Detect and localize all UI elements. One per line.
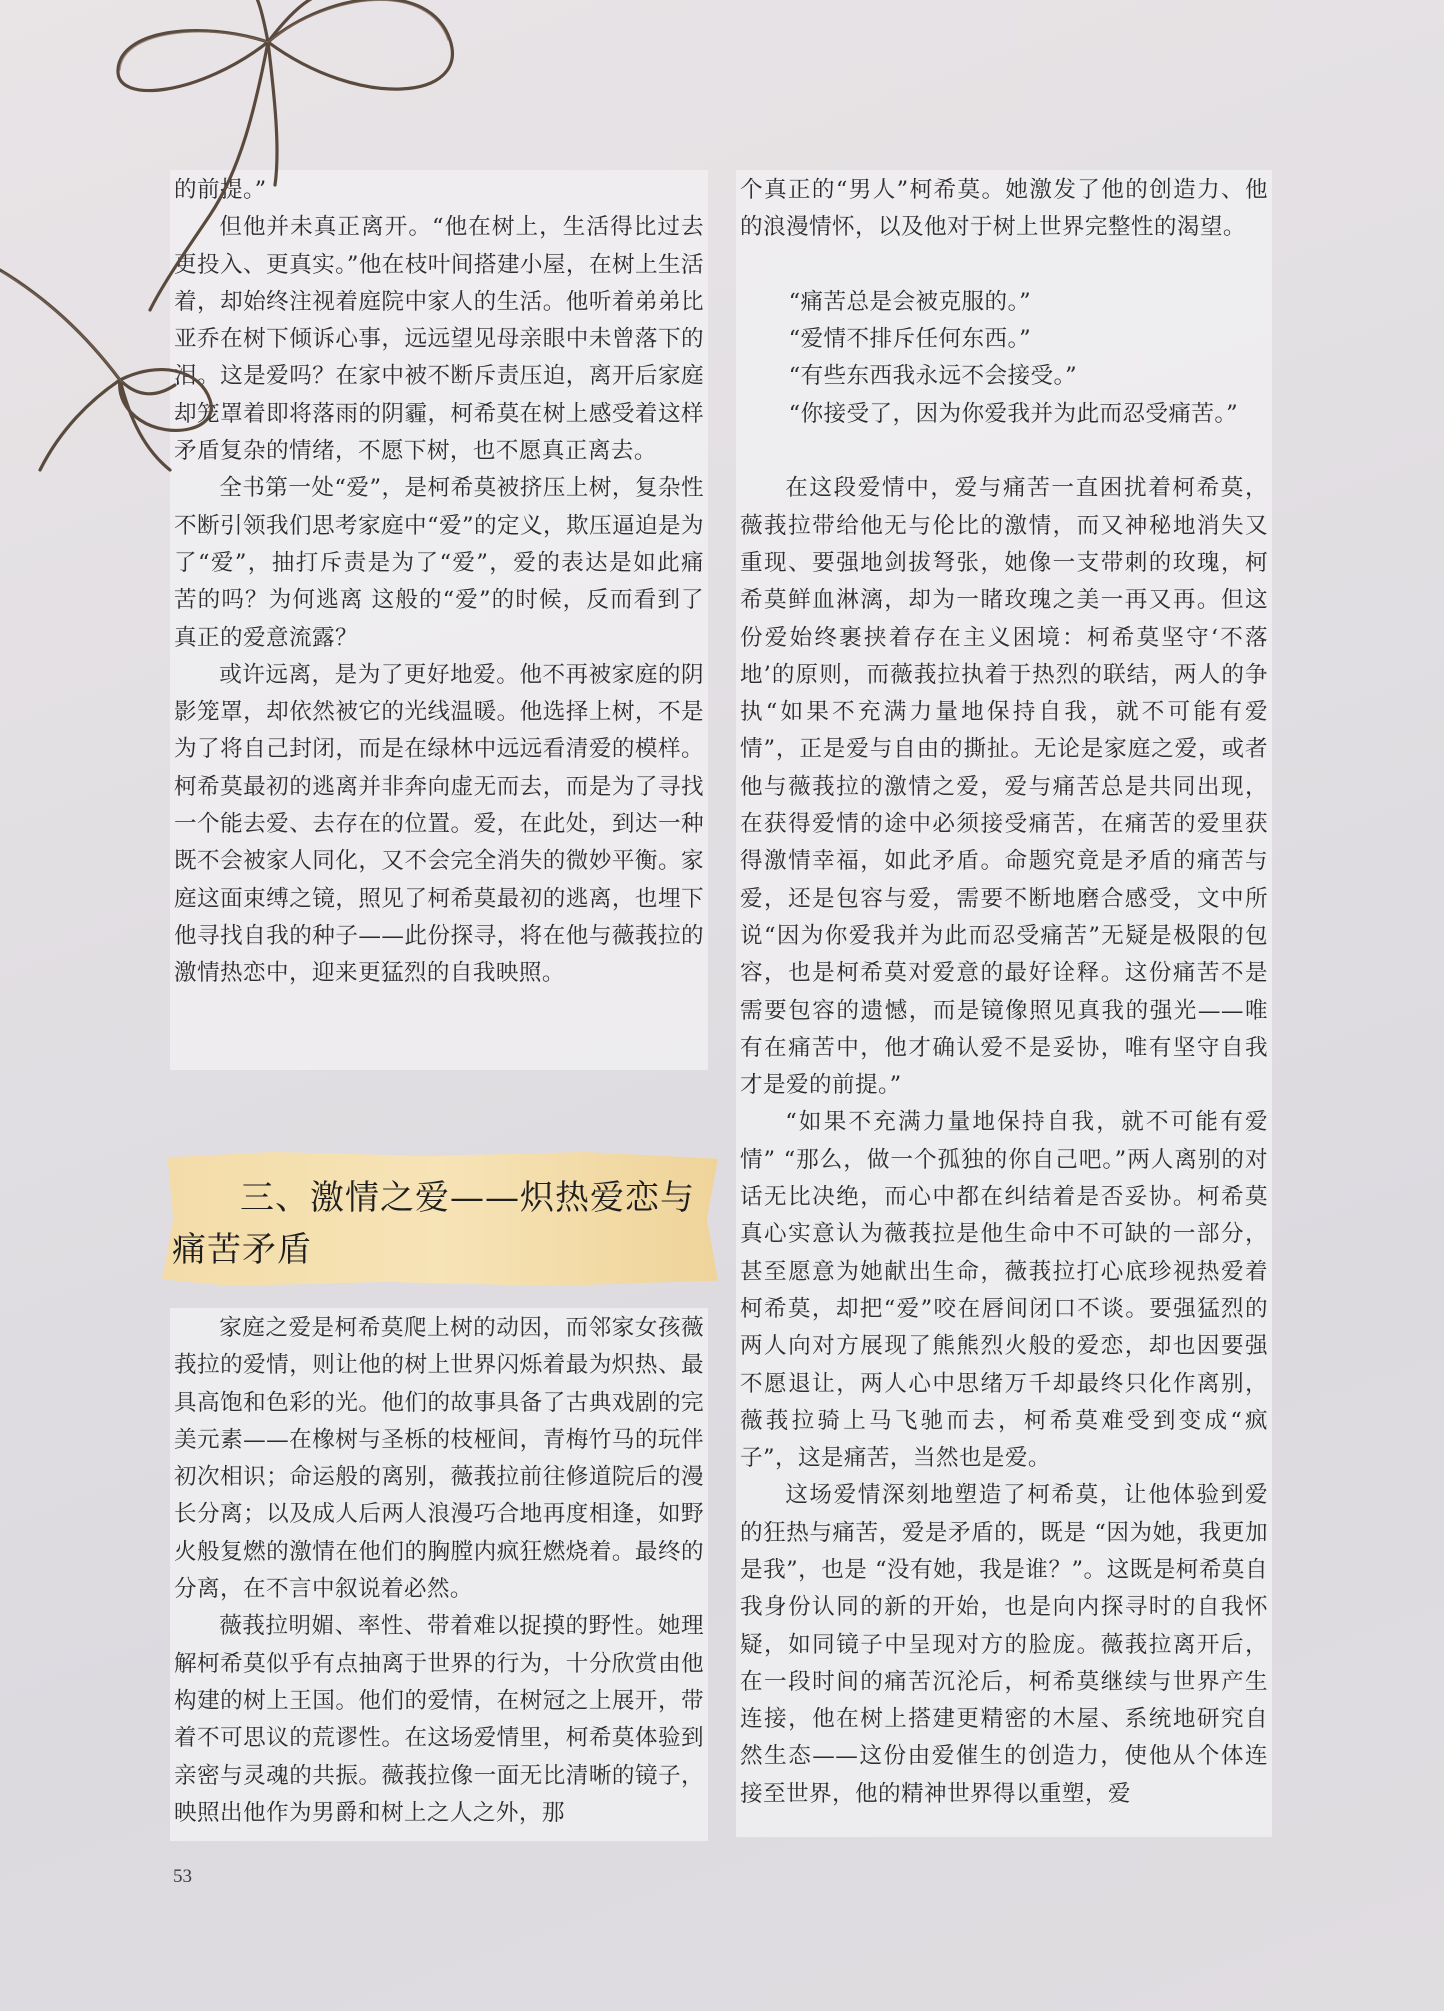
page-number: 53 <box>173 1866 192 1887</box>
dialogue-quote: “爱情不排斥任何东西。” <box>788 326 1032 353</box>
paragraph: 家庭之爱是柯希莫爬上树的动因，而邻家女孩薇莪拉的爱情，则让他的树上世界闪烁着最为炽热、最具高饱和色彩的光。他们的故事具备了古典戏剧的完美元素——在橡树与圣栎的枝桠间，青梅竹马的玩伴初次相识；命运般的离别，薇莪拉前往修道院后的漫长分离；以及成人后两人浪漫巧合地再度相逢，如野火般复燃的激情在他们的胸膛内疯狂燃烧着。最终的分离，在不言中叙说着必然。 <box>174 1315 704 1603</box>
right-column <box>736 170 1272 1837</box>
paragraph: “如果不充满力量地保持自我，就不可能有爱情” “那么，做一个孤独的你自己吧。”两人离别的对话无比决绝，而心中都在纠结着是否妥协。柯希莫真心实意认为薇莪拉是他生命中不可缺的一部分，甚至愿意为她献出生命，薇莪拉打心底珍视热爱着柯希莫，却把“爱”咬在唇间闭口不谈。要强猛烈的两人向对方展现了熊熊烈火般的爱恋，却也因要强不愿退让，两人心中思绪万千却最终只化作离别，薇莪拉骑上马飞驰而去，柯希莫难受到变成“疯子”，这是痛苦，当然也是爱。 <box>740 1109 1268 1472</box>
paragraph: 但他并未真正离开。“他在树上，生活得比过去更投入、更真实。”他在枝叶间搭建小屋，在树上生活着，却始终注视着庭院中家人的生活。他听着弟弟比亚乔在树下倾诉心事，远远望见母亲眼中未曾落下的泪。这是爱吗？在家中被不断斥责压迫，离开后家庭却笼罩着即将落雨的阴霾，柯希莫在树上感受着这样矛盾复杂的情绪，不愿下树，也不愿真正离去。 <box>174 214 704 465</box>
paragraph: 或许远离，是为了更好地爱。他不再被家庭的阴影笼罩，却依然被它的光线温暖。他选择上树，不是为了将自己封闭，而是在绿林中远远看清爱的模样。柯希莫最初的逃离并非奔向虚无而去，而是为了寻找一个能去爱、去存在的位置。爱，在此处，到达一种既不会被家人同化，又不会完全消失的微妙平衡。家庭这面束缚之镜，照见了柯希莫最初的逃离，也埋下他寻找自我的种子——此份探寻，将在他与薇莪拉的激情热恋中，迎来更猛烈的自我映照。 <box>174 661 704 987</box>
dialogue-quote: “痛苦总是会被克服的。” <box>788 288 1032 315</box>
paragraph: 全书第一处“爱”，是柯希莫被挤压上树，复杂性不断引领我们思考家庭中“爱”的定义，欺压逼迫是为了“爱”，抽打斥责是为了“爱”，爱的表达是如此痛苦的吗？为何逃离 这般的“爱”的时候，反而看到了真正的爱意流露？ <box>174 475 704 651</box>
section-heading: 三、激情之爱——炽热爱恋与痛苦矛盾 <box>172 1178 695 1270</box>
left-column-bottom <box>170 1308 708 1841</box>
left-column-top <box>170 170 708 1070</box>
paragraph: 的前提。” <box>174 177 267 203</box>
paragraph: 薇莪拉明媚、率性、带着难以捉摸的野性。她理解柯希莫似乎有点抽离于世界的行为，十分欣赏由他构建的树上王国。他们的爱情，在树冠之上展开，带着不可思议的荒谬性。在这场爱情里，柯希莫体验到亲密与灵魂的共振。薇莪拉像一面无比清晰的镜子，映照出他作为男爵和树上之人之外，那 <box>174 1613 704 1826</box>
paragraph: 这场爱情深刻地塑造了柯希莫，让他体验到爱的狂热与痛苦，爱是矛盾的，既是 “因为她，我更加是我”，也是 “没有她，我是谁？”。这既是柯希莫自我身份认同的新的开始，也是向内探寻时的自我怀疑，如同镜子中呈现对方的脸庞。薇莪拉离开后，在一段时间的痛苦沉沦后，柯希莫继续与世界产生连接，他在树上搭建更精密的木屋、系统地研究自然生态——这份由爱催生的创造力，使他从个体连接至世界，他的精神世界得以重塑，爱 <box>740 1482 1268 1807</box>
paragraph: 在这段爱情中，爱与痛苦一直困扰着柯希莫，薇莪拉带给他无与伦比的激情，而又神秘地消失又重现、要强地剑拔弩张，她像一支带刺的玫瑰，柯希莫鲜血淋漓，却为一睹玫瑰之美一再又再。但这份爱始终裹挟着存在主义困境：柯希莫坚守‘不落地’的原则，而薇莪拉执着于热烈的联结，两人的争执“如果不充满力量地保持自我，就不可能有爱情”，正是爱与自由的撕扯。无论是家庭之爱，或者他与薇莪拉的激情之爱，爱与痛苦总是共同出现，在获得爱情的途中必须接受痛苦，在痛苦的爱里获得激情幸福，如此矛盾。命题究竟是矛盾的痛苦与爱，还是包容与爱，需要不断地磨合感受，文中所说“因为你爱我并为此而忍受痛苦”无疑是极限的包容，也是柯希莫对爱意的最好诠释。这份痛苦不是需要包容的遗憾，而是镜像照见真我的强光——唯有在痛苦中，他才确认爱不是妥协，唯有坚守自我才是爱的前提。” <box>740 475 1268 1099</box>
dialogue-quote: “你接受了，因为你爱我并为此而忍受痛苦。” <box>788 400 1239 427</box>
dialogue-quote: “有些东西我永远不会接受。” <box>788 363 1078 390</box>
paragraph: 个真正的“男人”柯希莫。她激发了他的创造力、他的浪漫情怀，以及他对于树上世界完整性的渴望。 <box>740 177 1268 241</box>
